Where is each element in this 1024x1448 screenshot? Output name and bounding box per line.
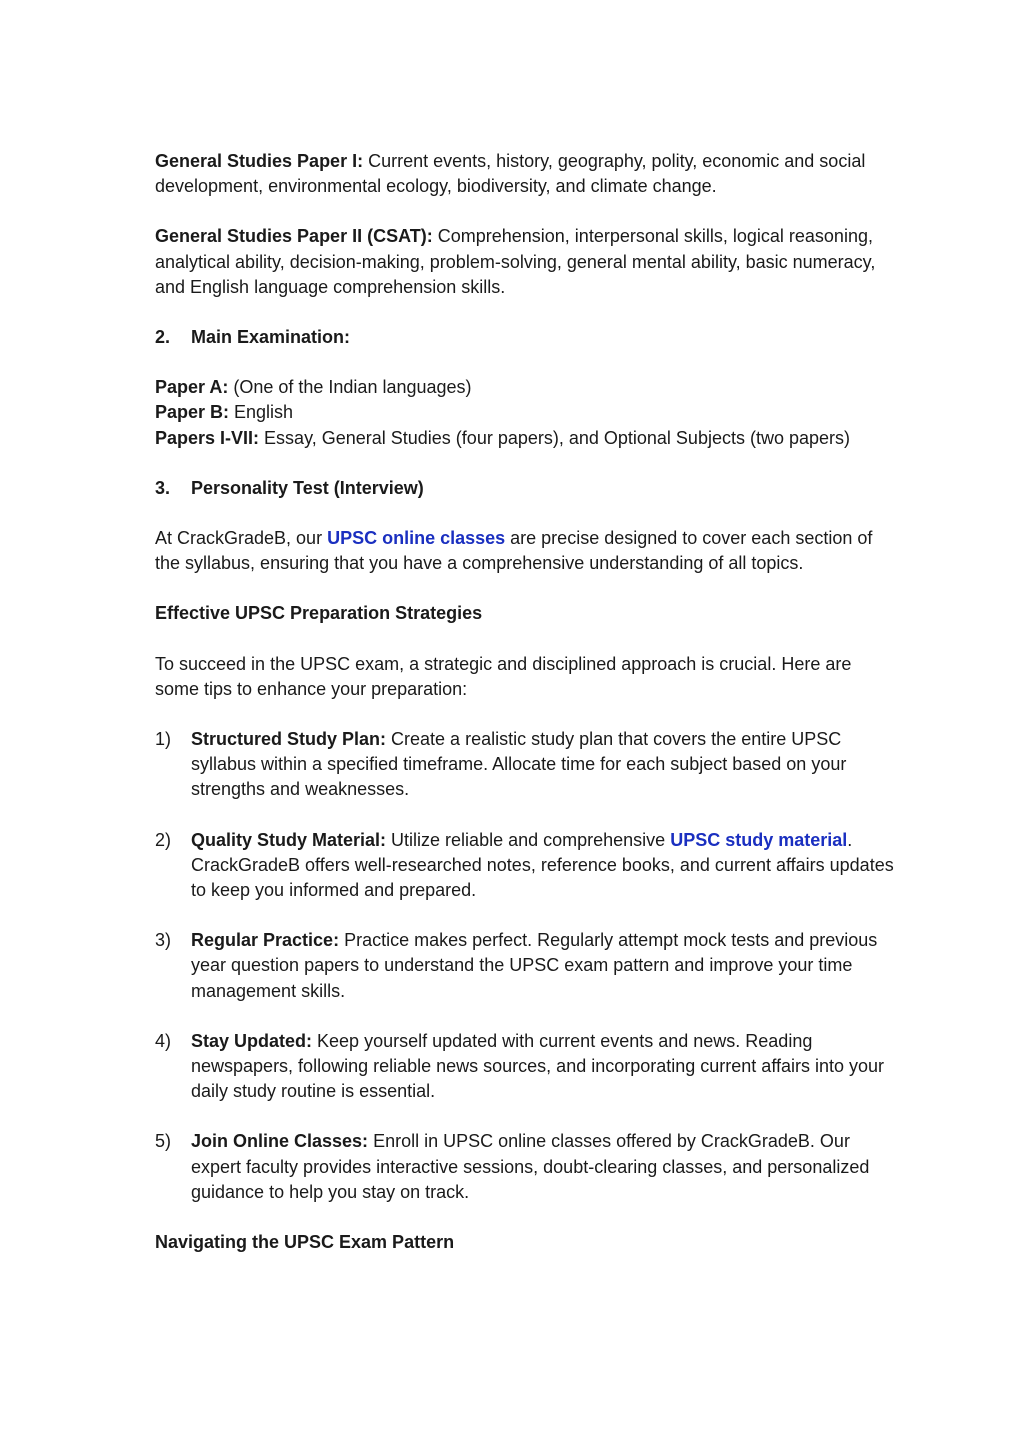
tip-body — [191, 727, 895, 803]
gs-paper-1-label: General Studies Paper I: — [155, 151, 364, 171]
tip-body — [191, 1129, 895, 1205]
gs-paper-2-paragraph — [155, 224, 895, 300]
crackgradeb-paragraph — [155, 526, 895, 576]
tip-item — [155, 727, 895, 803]
tip-text-pre: Utilize reliable and comprehensive — [386, 829, 671, 850]
upsc-online-classes-link[interactable]: UPSC online classes — [327, 528, 506, 549]
paper-b-text: English — [229, 402, 294, 423]
strategies-heading: Effective UPSC Preparation Strategies — [155, 603, 483, 624]
tip-number: 3) — [155, 930, 172, 951]
document-page — [155, 149, 895, 1280]
tip-text: Enroll in UPSC online classes offered by CrackGradeB. Our expert faculty provides interactive sessions, doubt-clearing classes, and personalized guidance to help you stay on track. — [191, 1131, 870, 1202]
papers-list — [155, 375, 895, 451]
tip-text: Practice makes perfect. Regularly attempt mock tests and previous year question papers to understand the UPSC exam pattern and improve your time management skills. — [191, 930, 878, 1001]
tip-label: Regular Practice: — [191, 930, 340, 951]
main-exam-title: Main Examination: — [191, 327, 351, 348]
tip-item — [155, 1029, 895, 1105]
strategies-intro: To succeed in the UPSC exam, a strategic and disciplined approach is crucial. Here are some tips to enhance your preparation: — [155, 653, 852, 699]
crackgradeb-post: are precise designed to cover each section of the syllabus, ensuring that you have a comprehensive understanding of all topics. — [155, 528, 873, 574]
paper-a-text: (One of the Indian languages) — [228, 377, 472, 398]
personality-test-number: 3. — [155, 477, 171, 498]
tip-label: Quality Study Material: — [191, 829, 387, 850]
personality-test-heading — [155, 476, 895, 501]
tip-number: 2) — [155, 829, 172, 850]
crackgradeb-pre: At CrackGradeB, our — [155, 528, 328, 549]
tip-text-post: . CrackGradeB offers well-researched notes, reference books, and current affairs updates to keep you informed and prepared. — [191, 829, 894, 901]
papers-i-vii-label: Papers I-VII: — [155, 427, 260, 448]
paper-b-line — [155, 400, 895, 425]
exam-pattern-heading: Navigating the UPSC Exam Pattern — [155, 1232, 455, 1253]
tip-label: Stay Updated: — [191, 1030, 313, 1051]
paper-a-line — [155, 375, 895, 400]
tip-number: 5) — [155, 1131, 172, 1152]
tip-label: Join Online Classes: — [191, 1131, 369, 1152]
gs-paper-1-paragraph — [155, 149, 895, 199]
gs-paper-2-label: General Studies Paper II (CSAT): — [155, 226, 433, 247]
tip-text: Keep yourself updated with current events and news. Reading newspapers, following reliable news sources, and incorporating current affairs into your daily study routine is essential. — [191, 1030, 885, 1102]
tip-body — [191, 1029, 895, 1105]
tip-text: Create a realistic study plan that covers the entire UPSC syllabus within a specified timeframe. Allocate time for each subject based on your strengths and weaknesses. — [191, 729, 847, 800]
upsc-study-material-link[interactable]: UPSC study material — [670, 829, 848, 850]
personality-test-title: Personality Test (Interview) — [191, 477, 424, 498]
tip-number: 4) — [155, 1030, 172, 1051]
main-exam-heading — [155, 325, 895, 350]
tip-item — [155, 1129, 895, 1205]
tip-body — [191, 928, 895, 1004]
tip-label: Structured Study Plan: — [191, 729, 387, 750]
tip-number: 1) — [155, 729, 172, 750]
gs-paper-2-text: Comprehension, interpersonal skills, logical reasoning, analytical ability, decision-making, problem-solving, general mental ability, basic numeracy, and English language comprehension skills. — [155, 226, 876, 297]
tip-item — [155, 828, 895, 904]
papers-i-vii-text: Essay, General Studies (four papers), and Optional Subjects (two papers) — [259, 427, 851, 448]
paper-b-label: Paper B: — [155, 402, 230, 423]
gs-paper-1-text: Current events, history, geography, polity, economic and social development, environmental ecology, biodiversity, and climate change. — [155, 151, 866, 197]
tip-item — [155, 928, 895, 1004]
paper-a-label: Paper A: — [155, 377, 229, 398]
main-exam-number: 2. — [155, 327, 171, 348]
tip-body — [191, 828, 895, 904]
papers-i-vii-line — [155, 426, 895, 451]
